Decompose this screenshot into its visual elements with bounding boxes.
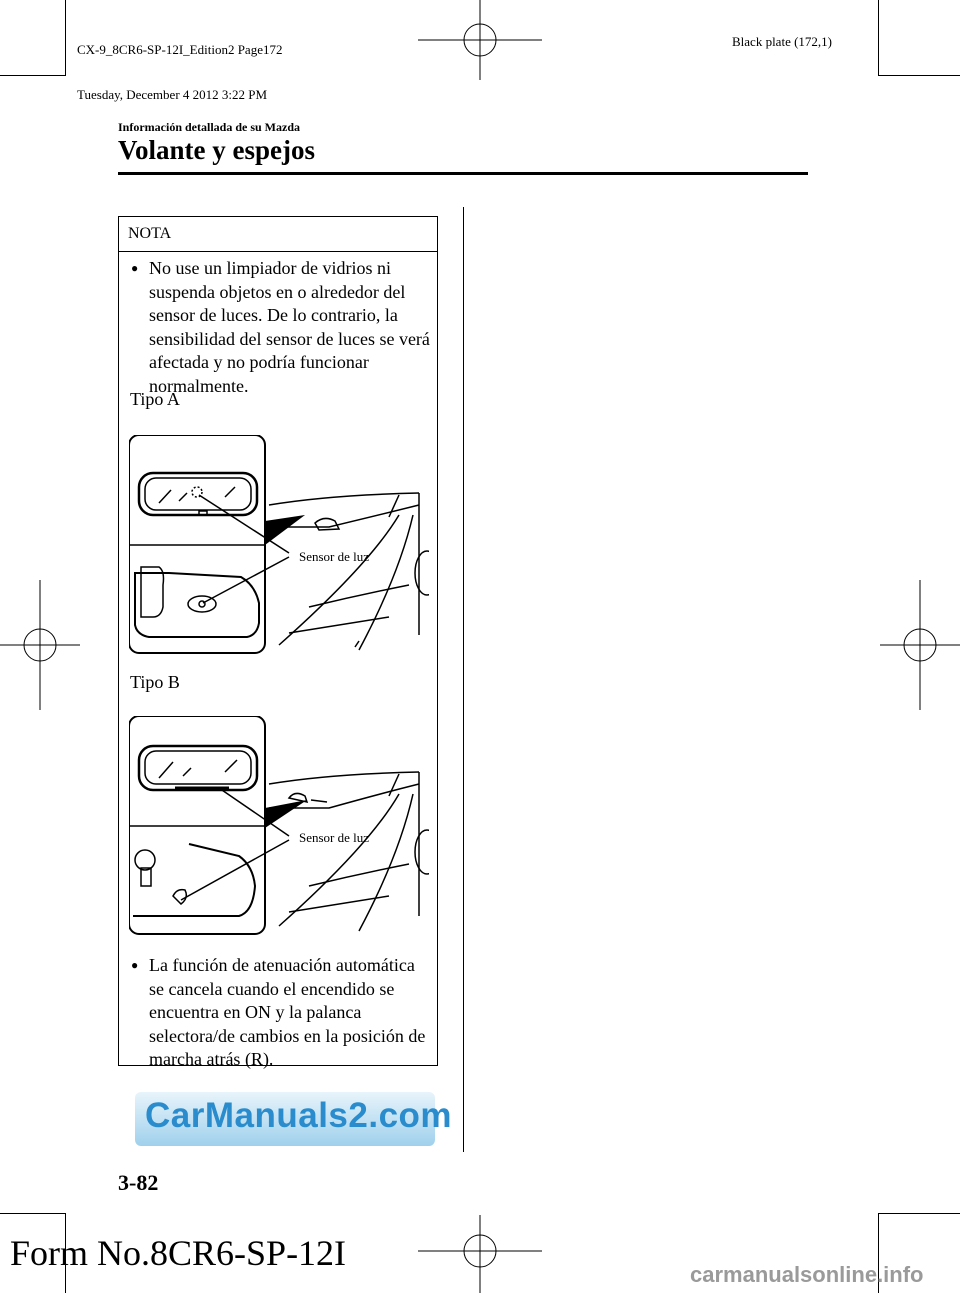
crop-mark	[878, 75, 960, 76]
note-bullet-1-text: No use un limpiador de vidrios ni suspenda objetos en o alrededor del sensor de luces. De lo contrario, la sensibilidad del sensor de luces se verá afectada y no podría funcionar normalmente.	[149, 258, 430, 396]
registration-mark-right	[880, 580, 960, 710]
print-file-line2: Tuesday, December 4 2012 3:22 PM	[77, 87, 268, 102]
print-file-info	[77, 12, 282, 117]
note-heading: NOTA	[128, 225, 172, 242]
figure-type-a	[129, 435, 429, 655]
page-title: Volante y espejos	[118, 135, 316, 165]
crop-mark	[878, 0, 879, 75]
note-bullet-2	[131, 954, 431, 1072]
bullet-icon: ●	[131, 261, 139, 275]
column-divider	[463, 207, 464, 1152]
print-file-line1: CX-9_8CR6-SP-12I_Edition2 Page172	[77, 42, 283, 57]
crop-mark	[0, 1213, 66, 1214]
watermark-text: CarManuals2.com	[145, 1096, 453, 1135]
type-a-caption: Sensor de luz	[299, 549, 370, 564]
figure-type-b	[129, 716, 429, 936]
registration-mark-top	[418, 0, 542, 80]
section-label: Información detallada de su Mazda	[118, 120, 301, 134]
plate-info: Black plate (172,1)	[732, 34, 832, 49]
crop-mark	[878, 1213, 960, 1214]
bullet-icon: ●	[131, 958, 139, 972]
note-bullet-1	[131, 257, 431, 398]
registration-mark-bottom	[418, 1215, 542, 1293]
note-box	[118, 216, 438, 1069]
watermark-site: carmanualsonline.info	[690, 1262, 924, 1287]
note-bullet-2-text: La función de atenuación automática se cancela cuando el encendido se encuentra en ON y la palanca selectora/de cambios en la posición de marcha atrás (R).	[149, 955, 426, 1069]
watermark-logo	[135, 1090, 453, 1148]
type-b-caption: Sensor de luz	[299, 830, 370, 845]
crop-mark	[65, 0, 66, 75]
type-b-label: Tipo B	[130, 672, 180, 692]
note-header	[119, 217, 437, 252]
form-number: Form No.8CR6-SP-12I	[10, 1233, 347, 1273]
registration-mark-left	[0, 580, 80, 710]
page-number: 3-82	[118, 1170, 159, 1195]
crop-mark	[0, 75, 66, 76]
type-a-label: Tipo A	[130, 389, 180, 409]
title-rule	[118, 172, 808, 175]
